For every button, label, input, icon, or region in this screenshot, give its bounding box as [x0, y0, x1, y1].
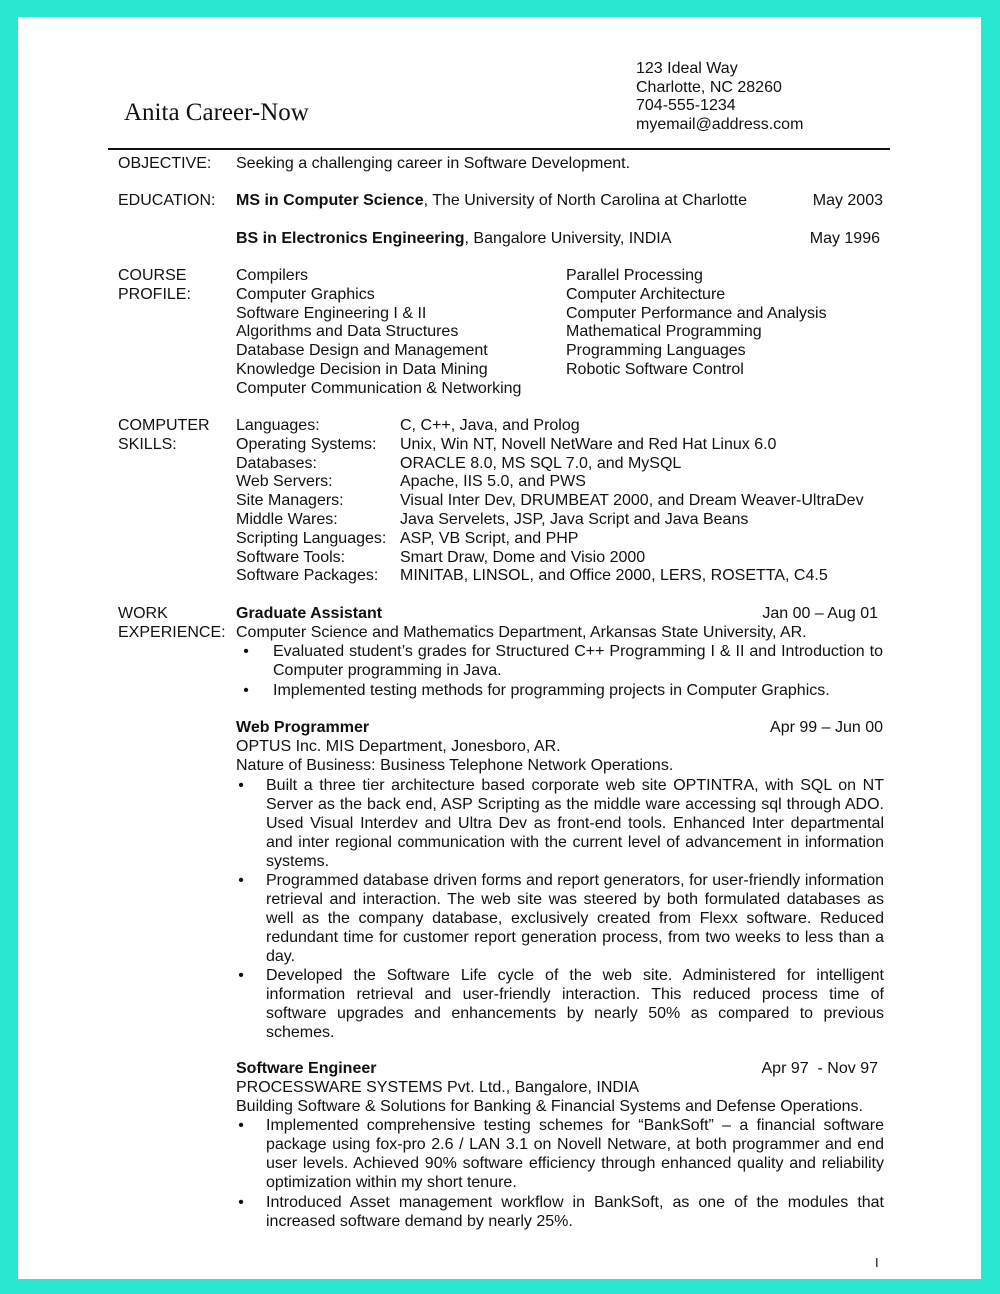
job-dates: Apr 99 – Jun 00 [770, 719, 883, 736]
bullet-icon: • [238, 967, 244, 984]
job-title: Graduate Assistant [236, 605, 383, 622]
education-entry [236, 230, 671, 249]
skill-value: C, C++, Java, and Prolog [400, 417, 580, 434]
skill-key: Software Packages: [236, 567, 379, 585]
bullet-icon: • [238, 777, 244, 794]
computer-skills-label: COMPUTER SKILLS: [118, 417, 210, 453]
skill-key: Middle Wares: [236, 510, 338, 528]
skill-value: Visual Inter Dev, DRUMBEAT 2000, and Dream Weaver-UltraDev [400, 492, 864, 510]
skill-key: Databases: [236, 454, 317, 472]
course-item: Knowledge Decision in Data Mining [236, 360, 488, 378]
course-list-left [236, 267, 521, 399]
job-title: Web Programmer [236, 719, 370, 736]
skill-value: Apache, IIS 5.0, and PWS [400, 473, 586, 491]
education-date: May 2003 [812, 192, 883, 209]
job-bullet-text: Evaluated student’s grades for Structured C++ Programming I & II and Introduction to Computer programming in Java. [273, 643, 883, 679]
course-item: Software Engineering I & II [236, 304, 427, 322]
course-item: Algorithms and Data Structures [236, 323, 459, 341]
job-organization: PROCESSWARE SYSTEMS Pvt. Ltd., Bangalore, INDIA [236, 1079, 640, 1096]
job-nature: Building Software & Solutions for Banking & Financial Systems and Defense Operations. [236, 1098, 863, 1115]
job-nature: Nature of Business: Business Telephone Network Operations. [236, 757, 674, 774]
degree-name: BS in Electronics Engineering [236, 230, 465, 247]
job-title: Software Engineer [236, 1060, 377, 1077]
course-list-right [566, 267, 827, 380]
course-item: Parallel Processing [566, 267, 703, 284]
job-bullet-text: Programmed database driven forms and report generators, for user-friendly information retrieval and interaction. The web site was steered by both formulated databases as well as the company database, exclusively created from Flexx software. Reduced redundant time for customer report generation process, from two weeks to less than a day. [266, 872, 884, 965]
bullet-icon: • [238, 872, 244, 889]
job-organization: Computer Science and Mathematics Department, Arkansas State University, AR. [236, 624, 807, 641]
course-item: Robotic Software Control [566, 360, 744, 378]
phone-number: 704-555-1234 [636, 97, 736, 115]
skill-key: Web Servers: [236, 473, 333, 491]
address-line-1: 123 Ideal Way [636, 60, 738, 77]
bullet-icon: • [243, 643, 249, 660]
education-label: EDUCATION: [118, 192, 216, 209]
course-item: Programming Languages [566, 342, 746, 360]
objective-label: OBJECTIVE: [118, 155, 212, 172]
skill-key: Site Managers: [236, 492, 344, 510]
skill-key: Software Tools: [236, 548, 346, 566]
job-bullet-text: Implemented testing methods for programming projects in Computer Graphics. [273, 682, 830, 699]
degree-name: MS in Computer Science [236, 192, 424, 209]
job-dates: Jan 00 – Aug 01 [762, 605, 878, 622]
skill-key: Languages: [236, 417, 320, 434]
job-bullet-text: Developed the Software Life cycle of the web site. Administered for intelligent information retrieval and user-friendly interaction. This reduced process time of software upgrades and enhancements by nearly 50% as compared to previous schemes. [266, 967, 884, 1041]
education-entry [236, 192, 747, 211]
course-item: Computer Performance and Analysis [566, 304, 827, 322]
school-name: , Bangalore University, INDIA [464, 230, 672, 247]
address-line-2: Charlotte, NC 28260 [636, 78, 782, 96]
course-item: Database Design and Management [236, 342, 488, 360]
job-bullet-text: Built a three tier architecture based corporate web site OPTINTRA, with SQL on NT Server as the back end, ASP Scripting as the middle ware accessing sql through ADO. Used Visual Interdev and Ultra Dev as front-end tools. Enhanced Inter departmental and inter regional communication with the current level of advancement in information systems. [266, 777, 884, 870]
skills-values [400, 417, 864, 586]
bullet-icon: • [238, 1117, 244, 1134]
contact-block [636, 60, 803, 134]
course-item: Compilers [236, 267, 309, 284]
bullet-icon: • [238, 1194, 244, 1211]
bullet-icon: • [243, 682, 249, 699]
skill-key: Operating Systems: [236, 435, 377, 453]
skill-value: Unix, Win NT, Novell NetWare and Red Hat Linux 6.0 [400, 435, 777, 453]
email-address: myemail@address.com [636, 115, 804, 133]
objective-text: Seeking a challenging career in Software Development. [236, 155, 631, 172]
skill-value: MINITAB, LINSOL, and Office 2000, LERS, ROSETTA, C4.5 [400, 567, 828, 585]
page-number: I [875, 1255, 879, 1270]
header-divider [108, 148, 890, 150]
course-profile-label: COURSE PROFILE: [118, 267, 191, 303]
skill-value: ORACLE 8.0, MS SQL 7.0, and MySQL [400, 454, 682, 472]
skills-keys [236, 417, 386, 586]
school-name: , The University of North Carolina at Charlotte [423, 192, 747, 209]
job-bullet-text: Implemented comprehensive testing schemes for “BankSoft” – a financial software package using fox-pro 2.6 / LAN 3.1 on Novell Netware, at both programmer and end user levels. Achieved 90% software efficiency through enhanced quality and reliability optimization within my short tenure. [266, 1117, 884, 1191]
course-item: Computer Communication & Networking [236, 379, 522, 397]
job-bullet-text: Introduced Asset management workflow in BankSoft, as one of the modules that increased software demand by nearly 25%. [266, 1194, 884, 1230]
education-date: May 1996 [809, 230, 880, 247]
skill-key: Scripting Languages: [236, 529, 387, 547]
skill-value: Smart Draw, Dome and Visio 2000 [400, 548, 646, 566]
job-dates: Apr 97 - Nov 97 [761, 1060, 878, 1077]
skill-value: Java Servelets, JSP, Java Script and Java Beans [400, 510, 749, 528]
course-item: Computer Architecture [566, 285, 726, 303]
course-item: Computer Graphics [236, 285, 375, 303]
skill-value: ASP, VB Script, and PHP [400, 529, 579, 547]
resume-page [18, 17, 981, 1279]
work-experience-label: WORK EXPERIENCE: [118, 605, 226, 641]
course-item: Mathematical Programming [566, 323, 762, 341]
candidate-name: Anita Career-Now [124, 99, 309, 126]
job-organization: OPTUS Inc. MIS Department, Jonesboro, AR. [236, 738, 561, 755]
